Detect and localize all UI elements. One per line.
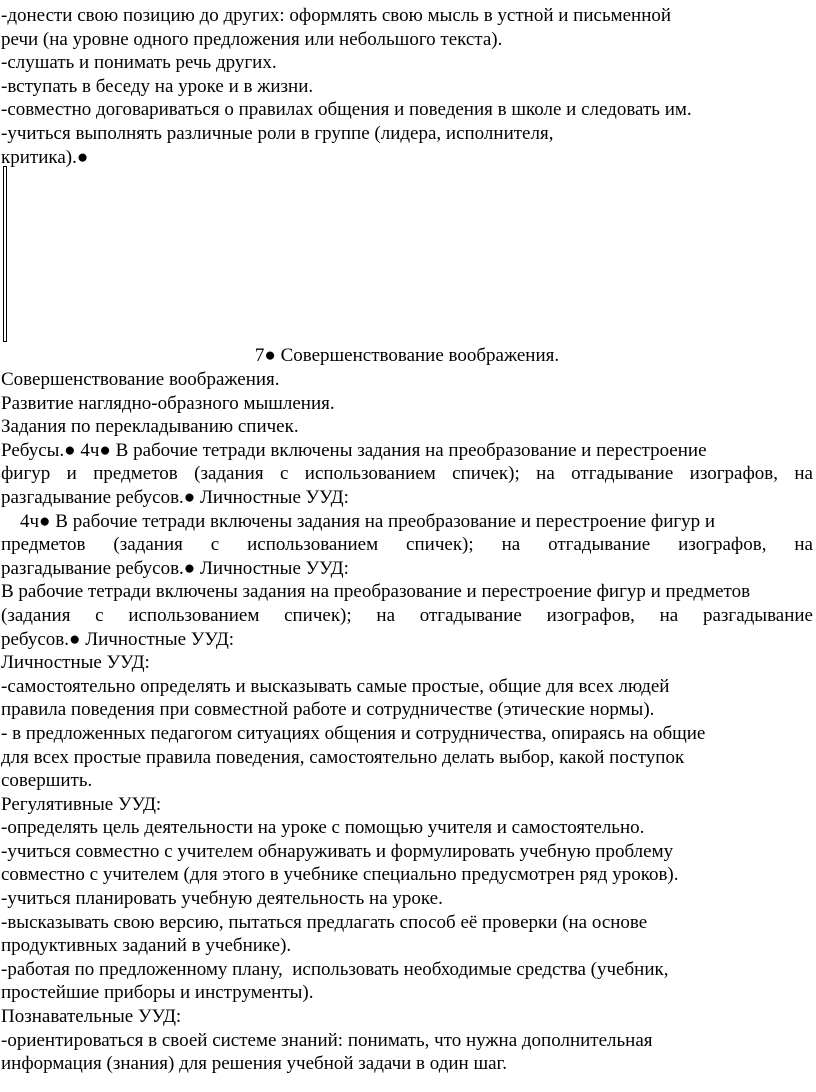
text-line: простейшие приборы и инструменты).: [1, 982, 314, 1004]
text-line: 4ч● В рабочие тетради включены задания на преобразование и перестроение фигур и: [1, 510, 716, 532]
section-heading: 7● Совершенствование воображения.: [254, 345, 560, 366]
text-line: информация (знания) для решения учебной задачи в один шаг.: [1, 1053, 507, 1075]
text-line: (задания с использованием спичек); на отгадывание изографов, на разгадывание: [1, 604, 813, 626]
text-line: Ребусы.● 4ч● В рабочие тетради включены задания на преобразование и перестроение: [1, 439, 707, 461]
text-line: ребусов.● Личностные УУД:: [1, 628, 235, 650]
text-line: продуктивных заданий в учебнике).: [1, 935, 292, 957]
text-line: В рабочие тетради включены задания на преобразование и перестроение фигур и предметов: [1, 581, 751, 603]
text-line: разгадывание ребусов.● Личностные УУД:: [1, 486, 349, 508]
text-line: -ориентироваться в своей системе знаний: понимать, что нужна дополнительная: [1, 1029, 653, 1051]
text-line: -вступать в беседу на уроке и в жизни.: [1, 75, 314, 97]
top-text-block: [1, 4, 813, 169]
body-text-block: [1, 368, 813, 1076]
text-line: -учиться планировать учебную деятельность на уроке.: [1, 888, 443, 910]
text-line: -донести свою позицию до других: оформлять свою мысль в устной и письменной: [1, 5, 672, 26]
text-line: критика).●: [1, 146, 89, 168]
text-line: -определять цель деятельности на уроке с помощью учителя и самостоятельно.: [1, 817, 645, 839]
text-line: -высказывать свою версию, пытаться предлагать способ её проверки (на основе: [1, 911, 648, 933]
text-line: -учиться выполнять различные роли в группе (лидера, исполнителя,: [1, 122, 554, 144]
text-line: Личностные УУД:: [1, 652, 150, 674]
text-line: правила поведения при совместной работе и сотрудничестве (этические нормы).: [1, 699, 655, 721]
text-line: Развитие наглядно-образного мышления.: [1, 392, 335, 414]
text-line: для всех простые правила поведения, самостоятельно делать выбор, какой поступок: [1, 746, 685, 768]
text-line: фигур и предметов (задания с использованием спичек); на отгадывание изографов, на: [1, 463, 813, 485]
text-line: Регулятивные УУД:: [1, 793, 162, 815]
text-line: -совместно договариваться о правилах общения и поведения в школе и следовать им.: [1, 99, 692, 121]
text-line: предметов (задания с использованием спичек); на отгадывание изографов, на: [1, 534, 813, 556]
text-line: речи (на уровне одного предложения или небольшого текста).: [1, 28, 503, 50]
text-line: -самостоятельно определять и высказывать самые простые, общие для всех людей: [1, 675, 670, 697]
text-line: разгадывание ребусов.● Личностные УУД:: [1, 557, 349, 579]
text-line: Познавательные УУД:: [1, 1006, 182, 1028]
text-line: Задания по перекладыванию спичек.: [1, 416, 299, 438]
text-line: -учиться совместно с учителем обнаруживать и формулировать учебную проблему: [1, 840, 674, 862]
text-line: совершить.: [1, 770, 93, 792]
text-line: Совершенствование воображения.: [1, 369, 280, 390]
text-line: -работая по предложенному плану, использовать необходимые средства (учебник,: [1, 958, 669, 980]
empty-table-frame: [3, 166, 7, 342]
text-line: совместно с учителем (для этого в учебнике специально предусмотрен ряд уроков).: [1, 864, 679, 886]
text-line: - в предложенных педагогом ситуациях общения и сотрудничества, опираясь на общие: [1, 722, 706, 744]
text-line: -слушать и понимать речь других.: [1, 52, 277, 74]
